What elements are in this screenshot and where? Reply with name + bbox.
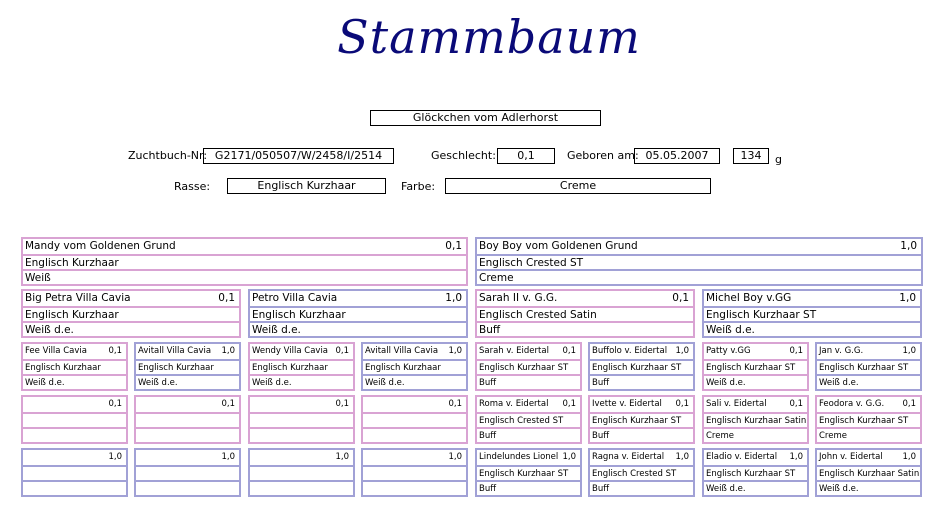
animal-name-row — [590, 450, 693, 465]
animal-name-row — [363, 397, 466, 412]
animal-name[interactable]: Ragna v. Eidertal — [592, 452, 665, 462]
animal-name[interactable]: Sali v. Eidertal — [706, 399, 767, 409]
sex-code: 0,1 — [218, 292, 235, 304]
animal-breed[interactable]: Englisch Crested Satin — [477, 306, 693, 321]
animal-color[interactable] — [23, 480, 126, 495]
animal-name[interactable]: Boy Boy vom Goldenen Grund — [479, 240, 638, 252]
sire-box-gen4_fathers-5[interactable] — [588, 448, 695, 497]
sire-box-gen2-3[interactable] — [702, 289, 922, 338]
animal-name[interactable]: Petro Villa Cavia — [252, 292, 338, 304]
sex-code: 1,0 — [448, 452, 462, 462]
animal-breed[interactable]: Englisch Kurzhaar — [23, 359, 126, 374]
animal-color[interactable]: Buff — [477, 374, 580, 389]
animal-name[interactable]: Jan v. G.G. — [819, 346, 864, 356]
animal-color[interactable]: Weiß d.e. — [704, 321, 920, 336]
sire-box-gen4_fathers-7[interactable] — [815, 448, 922, 497]
animal-breed[interactable] — [136, 412, 239, 427]
sire-box-gen1-1[interactable] — [475, 237, 923, 286]
animal-name-row — [477, 450, 580, 465]
animal-color[interactable]: Creme — [704, 427, 807, 442]
dam-box-gen4_mothers-1[interactable] — [134, 395, 241, 444]
animal-breed[interactable] — [250, 412, 353, 427]
dam-box-gen4_mothers-0[interactable] — [21, 395, 128, 444]
sex-code: 0,1 — [108, 399, 122, 409]
dam-box-gen3-2[interactable] — [248, 342, 355, 391]
animal-color[interactable] — [250, 427, 353, 442]
animal-breed[interactable]: Englisch Kurzhaar ST — [477, 465, 580, 480]
sex-code: 1,0 — [335, 452, 349, 462]
animal-name[interactable]: Michel Boy v.GG — [706, 292, 792, 304]
animal-color[interactable]: Buff — [477, 321, 693, 336]
animal-color[interactable]: Buff — [477, 427, 580, 442]
animal-breed[interactable]: Englisch Kurzhaar — [250, 359, 353, 374]
animal-color[interactable]: Buff — [590, 480, 693, 495]
sire-box-gen3-1[interactable] — [134, 342, 241, 391]
animal-name[interactable]: Sarah v. Eidertal — [479, 346, 549, 356]
animal-name[interactable]: Roma v. Eidertal — [479, 399, 549, 409]
animal-color[interactable]: Weiß d.e. — [363, 374, 466, 389]
animal-color[interactable]: Weiß — [23, 269, 466, 284]
animal-name-row — [363, 450, 466, 465]
sex-code: 0,1 — [562, 346, 576, 356]
animal-name-row — [250, 450, 353, 465]
animal-name-row — [136, 397, 239, 412]
animal-breed[interactable]: Englisch Kurzhaar ST — [704, 306, 920, 321]
animal-name-row — [136, 344, 239, 359]
animal-name-row — [704, 450, 807, 465]
animal-color[interactable]: Weiß d.e. — [704, 480, 807, 495]
sex-code: 0,1 — [445, 240, 462, 252]
animal-name-row — [590, 397, 693, 412]
sex-code: 1,0 — [562, 452, 576, 462]
animal-color[interactable] — [363, 427, 466, 442]
sex-code: 1,0 — [448, 346, 462, 356]
page-title: Stammbaum — [337, 10, 641, 64]
rasse-label: Rasse: — [174, 180, 211, 193]
zuchtbuch-field[interactable]: G2171/050507/W/2458/I/2514 — [203, 148, 394, 164]
animal-color[interactable]: Creme — [817, 427, 920, 442]
sex-code: 0,1 — [108, 346, 122, 356]
animal-name-row — [250, 344, 353, 359]
sex-code: 0,1 — [221, 399, 235, 409]
sex-code: 1,0 — [675, 452, 689, 462]
animal-name-row — [250, 291, 466, 306]
animal-color[interactable] — [23, 427, 126, 442]
animal-name-row — [704, 291, 920, 306]
animal-breed[interactable]: Englisch Kurzhaar — [136, 359, 239, 374]
animal-name-row — [817, 450, 920, 465]
sire-box-gen3-3[interactable] — [361, 342, 468, 391]
animal-name-row — [817, 397, 920, 412]
animal-breed[interactable] — [363, 465, 466, 480]
animal-color[interactable] — [136, 427, 239, 442]
geschlecht-field[interactable]: 0,1 — [497, 148, 555, 164]
sire-box-gen4_fathers-4[interactable] — [475, 448, 582, 497]
sex-code: 0,1 — [335, 399, 349, 409]
animal-name-row — [477, 344, 580, 359]
animal-name[interactable]: Big Petra Villa Cavia — [25, 292, 131, 304]
animal-breed[interactable]: Englisch Kurzhaar ST — [590, 359, 693, 374]
animal-breed[interactable]: Englisch Crested ST — [590, 465, 693, 480]
animal-breed[interactable]: Englisch Kurzhaar ST — [704, 359, 807, 374]
animal-breed[interactable]: Englisch Kurzhaar — [363, 359, 466, 374]
animal-breed[interactable]: Englisch Kurzhaar ST — [817, 412, 920, 427]
dam-box-gen3-0[interactable] — [21, 342, 128, 391]
animal-color[interactable] — [363, 480, 466, 495]
sire-box-gen3-7[interactable] — [815, 342, 922, 391]
animal-color[interactable] — [250, 480, 353, 495]
sex-code: 0,1 — [675, 399, 689, 409]
dam-box-gen4_mothers-7[interactable] — [815, 395, 922, 444]
zuchtbuch-label: Zuchtbuch-Nr: — [128, 149, 208, 162]
dam-box-gen4_mothers-2[interactable] — [248, 395, 355, 444]
animal-color[interactable]: Weiß d.e. — [817, 480, 920, 495]
animal-breed[interactable]: Englisch Kurzhaar — [23, 306, 239, 321]
animal-breed[interactable] — [23, 412, 126, 427]
animal-name[interactable]: Avitall Villa Cavia — [365, 346, 439, 356]
dam-box-gen2-2[interactable] — [475, 289, 695, 338]
animal-breed[interactable] — [136, 465, 239, 480]
animal-breed[interactable] — [363, 412, 466, 427]
sire-box-gen2-1[interactable] — [248, 289, 468, 338]
animal-name-row — [136, 450, 239, 465]
animal-breed[interactable]: Englisch Kurzhaar — [23, 254, 466, 269]
sex-code: 1,0 — [221, 452, 235, 462]
animal-color[interactable] — [136, 480, 239, 495]
dam-box-gen2-0[interactable] — [21, 289, 241, 338]
sex-code: 1,0 — [902, 346, 916, 356]
sex-code: 1,0 — [789, 452, 803, 462]
dam-box-gen4_mothers-3[interactable] — [361, 395, 468, 444]
animal-color[interactable]: Weiß d.e. — [136, 374, 239, 389]
sex-code: 1,0 — [900, 240, 917, 252]
animal-name-row — [477, 239, 921, 254]
sex-code: 1,0 — [899, 292, 916, 304]
dam-box-gen3-6[interactable] — [702, 342, 809, 391]
animal-color[interactable]: Weiß d.e. — [704, 374, 807, 389]
animal-color[interactable]: Buff — [477, 480, 580, 495]
animal-color[interactable]: Weiß d.e. — [250, 321, 466, 336]
sex-code: 0,1 — [448, 399, 462, 409]
dam-box-gen1-0[interactable] — [21, 237, 468, 286]
sex-code: 1,0 — [108, 452, 122, 462]
sex-code: 1,0 — [902, 452, 916, 462]
farbe-field[interactable]: Creme — [445, 178, 711, 194]
animal-breed[interactable]: Englisch Kurzhaar Satin — [817, 465, 920, 480]
sex-code: 1,0 — [675, 346, 689, 356]
animal-breed[interactable]: Englisch Kurzhaar Satin — [704, 412, 807, 427]
animal-name[interactable]: Buffolo v. Eidertal — [592, 346, 668, 356]
farbe-label: Farbe: — [401, 180, 436, 193]
animal-name[interactable]: Feodora v. G.G. — [819, 399, 885, 409]
animal-color[interactable]: Creme — [477, 269, 921, 284]
sex-code: 0,1 — [789, 399, 803, 409]
geboren-label: Geboren am: — [567, 149, 639, 162]
animal-name-row — [477, 291, 693, 306]
animal-name[interactable]: Sarah II v. G.G. — [479, 292, 558, 304]
animal-breed[interactable]: Englisch Kurzhaar ST — [704, 465, 807, 480]
geboren-field[interactable]: 05.05.2007 — [634, 148, 720, 164]
animal-name-row — [23, 450, 126, 465]
animal-color[interactable]: Weiß d.e. — [23, 374, 126, 389]
animal-name-row — [477, 397, 580, 412]
animal-breed[interactable]: Englisch Kurzhaar ST — [817, 359, 920, 374]
animal-name-row — [23, 239, 466, 254]
animal-breed[interactable] — [250, 465, 353, 480]
sire-box-gen4_fathers-0[interactable] — [21, 448, 128, 497]
animal-name[interactable]: Ivette v. Eidertal — [592, 399, 662, 409]
sex-code: 0,1 — [789, 346, 803, 356]
animal-color[interactable]: Weiß d.e. — [250, 374, 353, 389]
sex-code: 0,1 — [902, 399, 916, 409]
sire-box-gen3-5[interactable] — [588, 342, 695, 391]
animal-name-row — [817, 344, 920, 359]
sire-box-gen4_fathers-6[interactable] — [702, 448, 809, 497]
dam-box-gen4_mothers-6[interactable] — [702, 395, 809, 444]
animal-name-row — [23, 291, 239, 306]
animal-name[interactable]: Fee Villa Cavia — [25, 346, 87, 356]
sire-box-gen4_fathers-1[interactable] — [134, 448, 241, 497]
animal-color[interactable]: Buff — [590, 427, 693, 442]
animal-name-row — [704, 344, 807, 359]
animal-color[interactable]: Buff — [590, 374, 693, 389]
animal-breed[interactable]: Englisch Kurzhaar — [250, 306, 466, 321]
rasse-field[interactable]: Englisch Kurzhaar — [227, 178, 386, 194]
sex-code: 0,1 — [672, 292, 689, 304]
dam-box-gen4_mothers-5[interactable] — [588, 395, 695, 444]
sex-code: 1,0 — [445, 292, 462, 304]
animal-name[interactable]: Eladio v. Eidertal — [706, 452, 778, 462]
sex-code: 0,1 — [562, 399, 576, 409]
animal-name[interactable]: Avitall Villa Cavia — [138, 346, 212, 356]
dam-box-gen3-4[interactable] — [475, 342, 582, 391]
animal-name[interactable]: Mandy vom Goldenen Grund — [25, 240, 176, 252]
animal-name-row — [590, 344, 693, 359]
animal-breed[interactable] — [23, 465, 126, 480]
animal-name-field[interactable]: Glöckchen vom Adlerhorst — [370, 110, 601, 126]
sire-box-gen4_fathers-3[interactable] — [361, 448, 468, 497]
animal-name[interactable]: John v. Eidertal — [819, 452, 883, 462]
animal-name-row — [363, 344, 466, 359]
gewicht-field[interactable]: 134 — [733, 148, 769, 164]
geschlecht-label: Geschlecht: — [431, 149, 496, 162]
sex-code: 0,1 — [335, 346, 349, 356]
animal-name-row — [23, 344, 126, 359]
animal-name-row — [23, 397, 126, 412]
animal-name[interactable]: Patty v.GG — [706, 346, 751, 356]
animal-color[interactable]: Weiß d.e. — [23, 321, 239, 336]
animal-name-row — [250, 397, 353, 412]
gewicht-unit: g — [775, 153, 782, 166]
sex-code: 1,0 — [221, 346, 235, 356]
animal-breed[interactable]: Englisch Kurzhaar ST — [477, 359, 580, 374]
animal-breed[interactable]: Englisch Crested ST — [477, 254, 921, 269]
animal-breed[interactable]: Englisch Crested ST — [477, 412, 580, 427]
sire-box-gen4_fathers-2[interactable] — [248, 448, 355, 497]
animal-color[interactable]: Weiß d.e. — [817, 374, 920, 389]
animal-name-row — [704, 397, 807, 412]
dam-box-gen4_mothers-4[interactable] — [475, 395, 582, 444]
animal-breed[interactable]: Englisch Kurzhaar ST — [590, 412, 693, 427]
animal-name[interactable]: Lindelundes Lionel — [479, 452, 559, 462]
animal-name[interactable]: Wendy Villa Cavia — [252, 346, 329, 356]
